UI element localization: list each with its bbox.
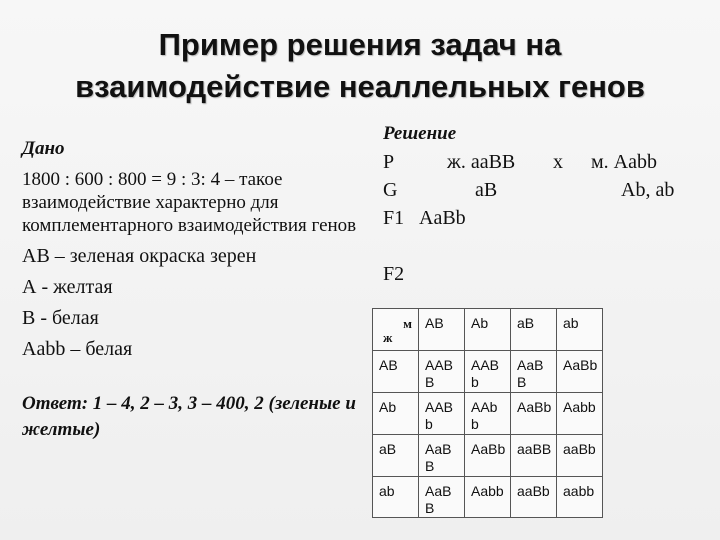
parents-label: Р	[383, 151, 395, 173]
f1-row	[383, 204, 703, 232]
gametes-row	[383, 176, 703, 204]
f2-row	[383, 260, 703, 288]
female-gamete-header: aB	[373, 435, 419, 477]
male-gamete-header: aB	[511, 309, 557, 351]
f2-label: F2	[383, 263, 405, 285]
genotype-cell: AaB B	[419, 435, 465, 477]
punnett-row	[373, 435, 603, 477]
spacer-row	[383, 232, 703, 260]
phenotype-line-2: А - желтая	[22, 276, 113, 298]
phenotype-line-1: АВ – зеленая окраска зерен	[22, 245, 257, 267]
punnett-row	[373, 351, 603, 393]
genotype-cell: AaB B	[419, 477, 465, 518]
given-section	[22, 138, 362, 443]
genotype-cell: AAB b	[419, 393, 465, 435]
answer-text: Ответ: 1 – 4, 2 – 3, 3 – 400, 2 (зеленые и желтые)	[22, 393, 356, 440]
female-gamete-header: AB	[373, 351, 419, 393]
f1-label: F1	[383, 207, 405, 229]
female-gametes: аВ	[475, 179, 498, 201]
male-gamete-header: AB	[419, 309, 465, 351]
f1-genotype: AaBb	[419, 207, 466, 229]
genotype-cell: AaB B	[511, 351, 557, 393]
punnett-corner	[373, 309, 419, 351]
genotype-cell: AaBb	[557, 351, 603, 393]
genotype-cell: AAb b	[465, 393, 511, 435]
punnett-square	[372, 308, 603, 518]
genotype-cell: AaBb	[465, 435, 511, 477]
male-gamete-header: Ab	[465, 309, 511, 351]
genotype-cell: Aabb	[465, 477, 511, 518]
punnett-row	[373, 477, 603, 518]
ratio-text: 1800 : 600 : 800 = 9 : 3: 4 – такое взаимодействие характерно для комплементарного взаимодействия генов	[22, 169, 357, 236]
genotype-cell: Aabb	[557, 393, 603, 435]
genotype-cell: aaBb	[557, 435, 603, 477]
female-gamete-header: Ab	[373, 393, 419, 435]
parents-row	[383, 148, 703, 176]
male-parent: м. Aabb	[591, 151, 657, 173]
genotype-cell: AaBb	[511, 393, 557, 435]
female-gamete-header: ab	[373, 477, 419, 518]
solution-section	[383, 120, 703, 288]
male-symbol-label: м	[403, 316, 412, 331]
male-gametes: Ab, ab	[621, 179, 675, 201]
gametes-label: G	[383, 179, 398, 201]
genotype-cell: AAB B	[419, 351, 465, 393]
punnett-header-row	[373, 309, 603, 351]
phenotype-line-4: Aabb – белая	[22, 338, 133, 360]
solution-heading: Решение	[383, 123, 457, 144]
genotype-cell: aabb	[557, 477, 603, 518]
female-parent: ж. ааВВ	[447, 151, 516, 173]
female-symbol-label: ж	[383, 330, 393, 345]
genotype-cell: aaBB	[511, 435, 557, 477]
title-line-2: взаимодействие неаллельных генов	[75, 69, 645, 104]
title-line-1: Пример решения задач на	[158, 27, 562, 62]
genotype-cell: aaBb	[511, 477, 557, 518]
phenotype-line-3: В - белая	[22, 307, 99, 329]
male-gamete-header: ab	[557, 309, 603, 351]
punnett-row	[373, 393, 603, 435]
given-heading: Дано	[22, 138, 65, 159]
slide-title	[0, 24, 720, 108]
genotype-cell: AAB b	[465, 351, 511, 393]
cross-sign: х	[553, 151, 563, 173]
